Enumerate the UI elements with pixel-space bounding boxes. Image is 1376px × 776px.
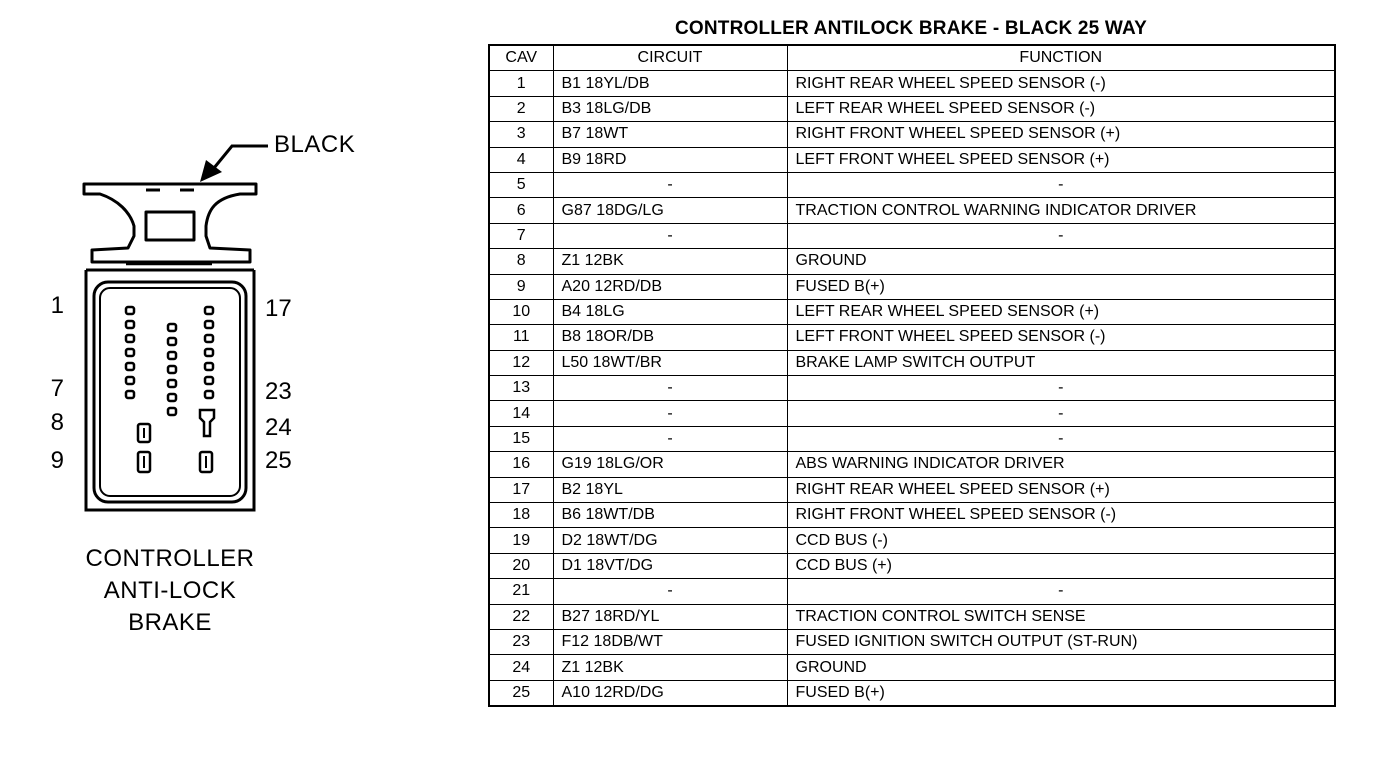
table-row: [489, 426, 1335, 451]
function-cell: LEFT REAR WHEEL SPEED SENSOR (+): [787, 299, 1335, 324]
function-cell: RIGHT REAR WHEEL SPEED SENSOR (-): [787, 71, 1335, 96]
header-circuit: CIRCUIT: [553, 45, 787, 71]
black-leader-arrow: [200, 146, 268, 182]
power-pin-cavities: [138, 410, 214, 472]
cav-cell: 7: [489, 223, 553, 248]
pinout-table: [488, 44, 1336, 707]
function-cell: LEFT REAR WHEEL SPEED SENSOR (-): [787, 96, 1335, 121]
cav-cell: 2: [489, 96, 553, 121]
circuit-cell: Z1 12BK: [553, 249, 787, 274]
table-row: [489, 629, 1335, 654]
circuit-cell: D2 18WT/DG: [553, 528, 787, 553]
cav-cell: 4: [489, 147, 553, 172]
pin-cavity-column-left: [126, 307, 134, 398]
cav-cell: 6: [489, 198, 553, 223]
circuit-cell: B2 18YL: [553, 477, 787, 502]
caption-line: ANTI-LOCK: [103, 577, 237, 604]
cav-cell: 17: [489, 477, 553, 502]
pin-label-1: 1: [50, 292, 64, 319]
cav-cell: 16: [489, 452, 553, 477]
function-cell: CCD BUS (+): [787, 553, 1335, 578]
table-row: [489, 477, 1335, 502]
table-row: [489, 249, 1335, 274]
function-cell: ABS WARNING INDICATOR DRIVER: [787, 452, 1335, 477]
pin-cavity-column-right: [205, 307, 213, 398]
pin-label-24: 24: [265, 414, 292, 441]
function-cell: LEFT FRONT WHEEL SPEED SENSOR (+): [787, 147, 1335, 172]
cav-cell: 13: [489, 376, 553, 401]
circuit-cell: G19 18LG/OR: [553, 452, 787, 477]
function-cell: TRACTION CONTROL WARNING INDICATOR DRIVER: [787, 198, 1335, 223]
cav-cell: 1: [489, 71, 553, 96]
circuit-cell: B6 18WT/DB: [553, 503, 787, 528]
cav-cell: 18: [489, 503, 553, 528]
cav-cell: 8: [489, 249, 553, 274]
connector-color-label: BLACK: [274, 131, 356, 158]
pin-label-17: 17: [265, 295, 292, 322]
header-function: FUNCTION: [787, 45, 1335, 71]
table-row: [489, 96, 1335, 121]
table-row: [489, 553, 1335, 578]
circuit-cell: D1 18VT/DG: [553, 553, 787, 578]
table-row: [489, 274, 1335, 299]
table-row: [489, 299, 1335, 324]
cav-cell: 11: [489, 325, 553, 350]
connector-diagram: [0, 0, 470, 776]
table-row: [489, 172, 1335, 197]
table-row: [489, 604, 1335, 629]
function-cell: FUSED B(+): [787, 274, 1335, 299]
circuit-cell: -: [553, 579, 787, 604]
circuit-cell: B8 18OR/DB: [553, 325, 787, 350]
cav-cell: 9: [489, 274, 553, 299]
circuit-cell: -: [553, 401, 787, 426]
function-cell: -: [787, 172, 1335, 197]
circuit-cell: G87 18DG/LG: [553, 198, 787, 223]
connector-caption: [60, 543, 280, 639]
circuit-cell: -: [553, 426, 787, 451]
table-row: [489, 223, 1335, 248]
function-cell: TRACTION CONTROL SWITCH SENSE: [787, 604, 1335, 629]
circuit-cell: B9 18RD: [553, 147, 787, 172]
connector-housing: [86, 270, 254, 510]
function-cell: GROUND: [787, 655, 1335, 680]
table-row: [489, 401, 1335, 426]
cav-cell: 14: [489, 401, 553, 426]
function-cell: LEFT FRONT WHEEL SPEED SENSOR (-): [787, 325, 1335, 350]
table-row: [489, 122, 1335, 147]
circuit-cell: B1 18YL/DB: [553, 71, 787, 96]
pin-label-7: 7: [50, 375, 64, 402]
table-title: CONTROLLER ANTILOCK BRAKE - BLACK 25 WAY: [674, 18, 1148, 39]
table-row: [489, 528, 1335, 553]
cav-cell: 22: [489, 604, 553, 629]
function-cell: RIGHT FRONT WHEEL SPEED SENSOR (+): [787, 122, 1335, 147]
cav-cell: 19: [489, 528, 553, 553]
circuit-cell: Z1 12BK: [553, 655, 787, 680]
cav-cell: 21: [489, 579, 553, 604]
connector-latch: [84, 184, 256, 264]
circuit-cell: A10 12RD/DG: [553, 680, 787, 706]
table-row: [489, 452, 1335, 477]
cav-cell: 23: [489, 629, 553, 654]
pin-label-9: 9: [50, 447, 64, 474]
table-row: [489, 147, 1335, 172]
function-cell: RIGHT FRONT WHEEL SPEED SENSOR (-): [787, 503, 1335, 528]
circuit-cell: B7 18WT: [553, 122, 787, 147]
function-cell: GROUND: [787, 249, 1335, 274]
table-row: [489, 579, 1335, 604]
cav-cell: 5: [489, 172, 553, 197]
cav-cell: 3: [489, 122, 553, 147]
function-cell: FUSED B(+): [787, 680, 1335, 706]
function-cell: CCD BUS (-): [787, 528, 1335, 553]
table-row: [489, 350, 1335, 375]
circuit-cell: B3 18LG/DB: [553, 96, 787, 121]
circuit-cell: -: [553, 223, 787, 248]
function-cell: -: [787, 401, 1335, 426]
table-row: [489, 655, 1335, 680]
function-cell: RIGHT REAR WHEEL SPEED SENSOR (+): [787, 477, 1335, 502]
cav-cell: 24: [489, 655, 553, 680]
function-cell: FUSED IGNITION SWITCH OUTPUT (ST-RUN): [787, 629, 1335, 654]
header-cav: CAV: [489, 45, 553, 71]
cav-cell: 25: [489, 680, 553, 706]
table-row: [489, 376, 1335, 401]
circuit-cell: F12 18DB/WT: [553, 629, 787, 654]
pin-label-23: 23: [265, 378, 292, 405]
connector-drawing: [0, 0, 470, 776]
table-header-row: [489, 45, 1335, 71]
circuit-cell: A20 12RD/DB: [553, 274, 787, 299]
circuit-cell: B27 18RD/YL: [553, 604, 787, 629]
circuit-cell: -: [553, 172, 787, 197]
caption-line: BRAKE: [128, 609, 212, 636]
table-row: [489, 71, 1335, 96]
function-cell: -: [787, 376, 1335, 401]
pin-label-8: 8: [50, 409, 64, 436]
table-row: [489, 198, 1335, 223]
table-row: [489, 503, 1335, 528]
cav-cell: 15: [489, 426, 553, 451]
circuit-cell: -: [553, 376, 787, 401]
function-cell: -: [787, 579, 1335, 604]
table-row: [489, 680, 1335, 706]
circuit-cell: B4 18LG: [553, 299, 787, 324]
function-cell: -: [787, 223, 1335, 248]
pin-label-25: 25: [265, 447, 292, 474]
cav-cell: 20: [489, 553, 553, 578]
function-cell: -: [787, 426, 1335, 451]
circuit-cell: L50 18WT/BR: [553, 350, 787, 375]
table-row: [489, 325, 1335, 350]
function-cell: BRAKE LAMP SWITCH OUTPUT: [787, 350, 1335, 375]
pin-cavity-column-middle: [168, 324, 176, 415]
caption-line: CONTROLLER: [85, 545, 255, 572]
cav-cell: 12: [489, 350, 553, 375]
cav-cell: 10: [489, 299, 553, 324]
